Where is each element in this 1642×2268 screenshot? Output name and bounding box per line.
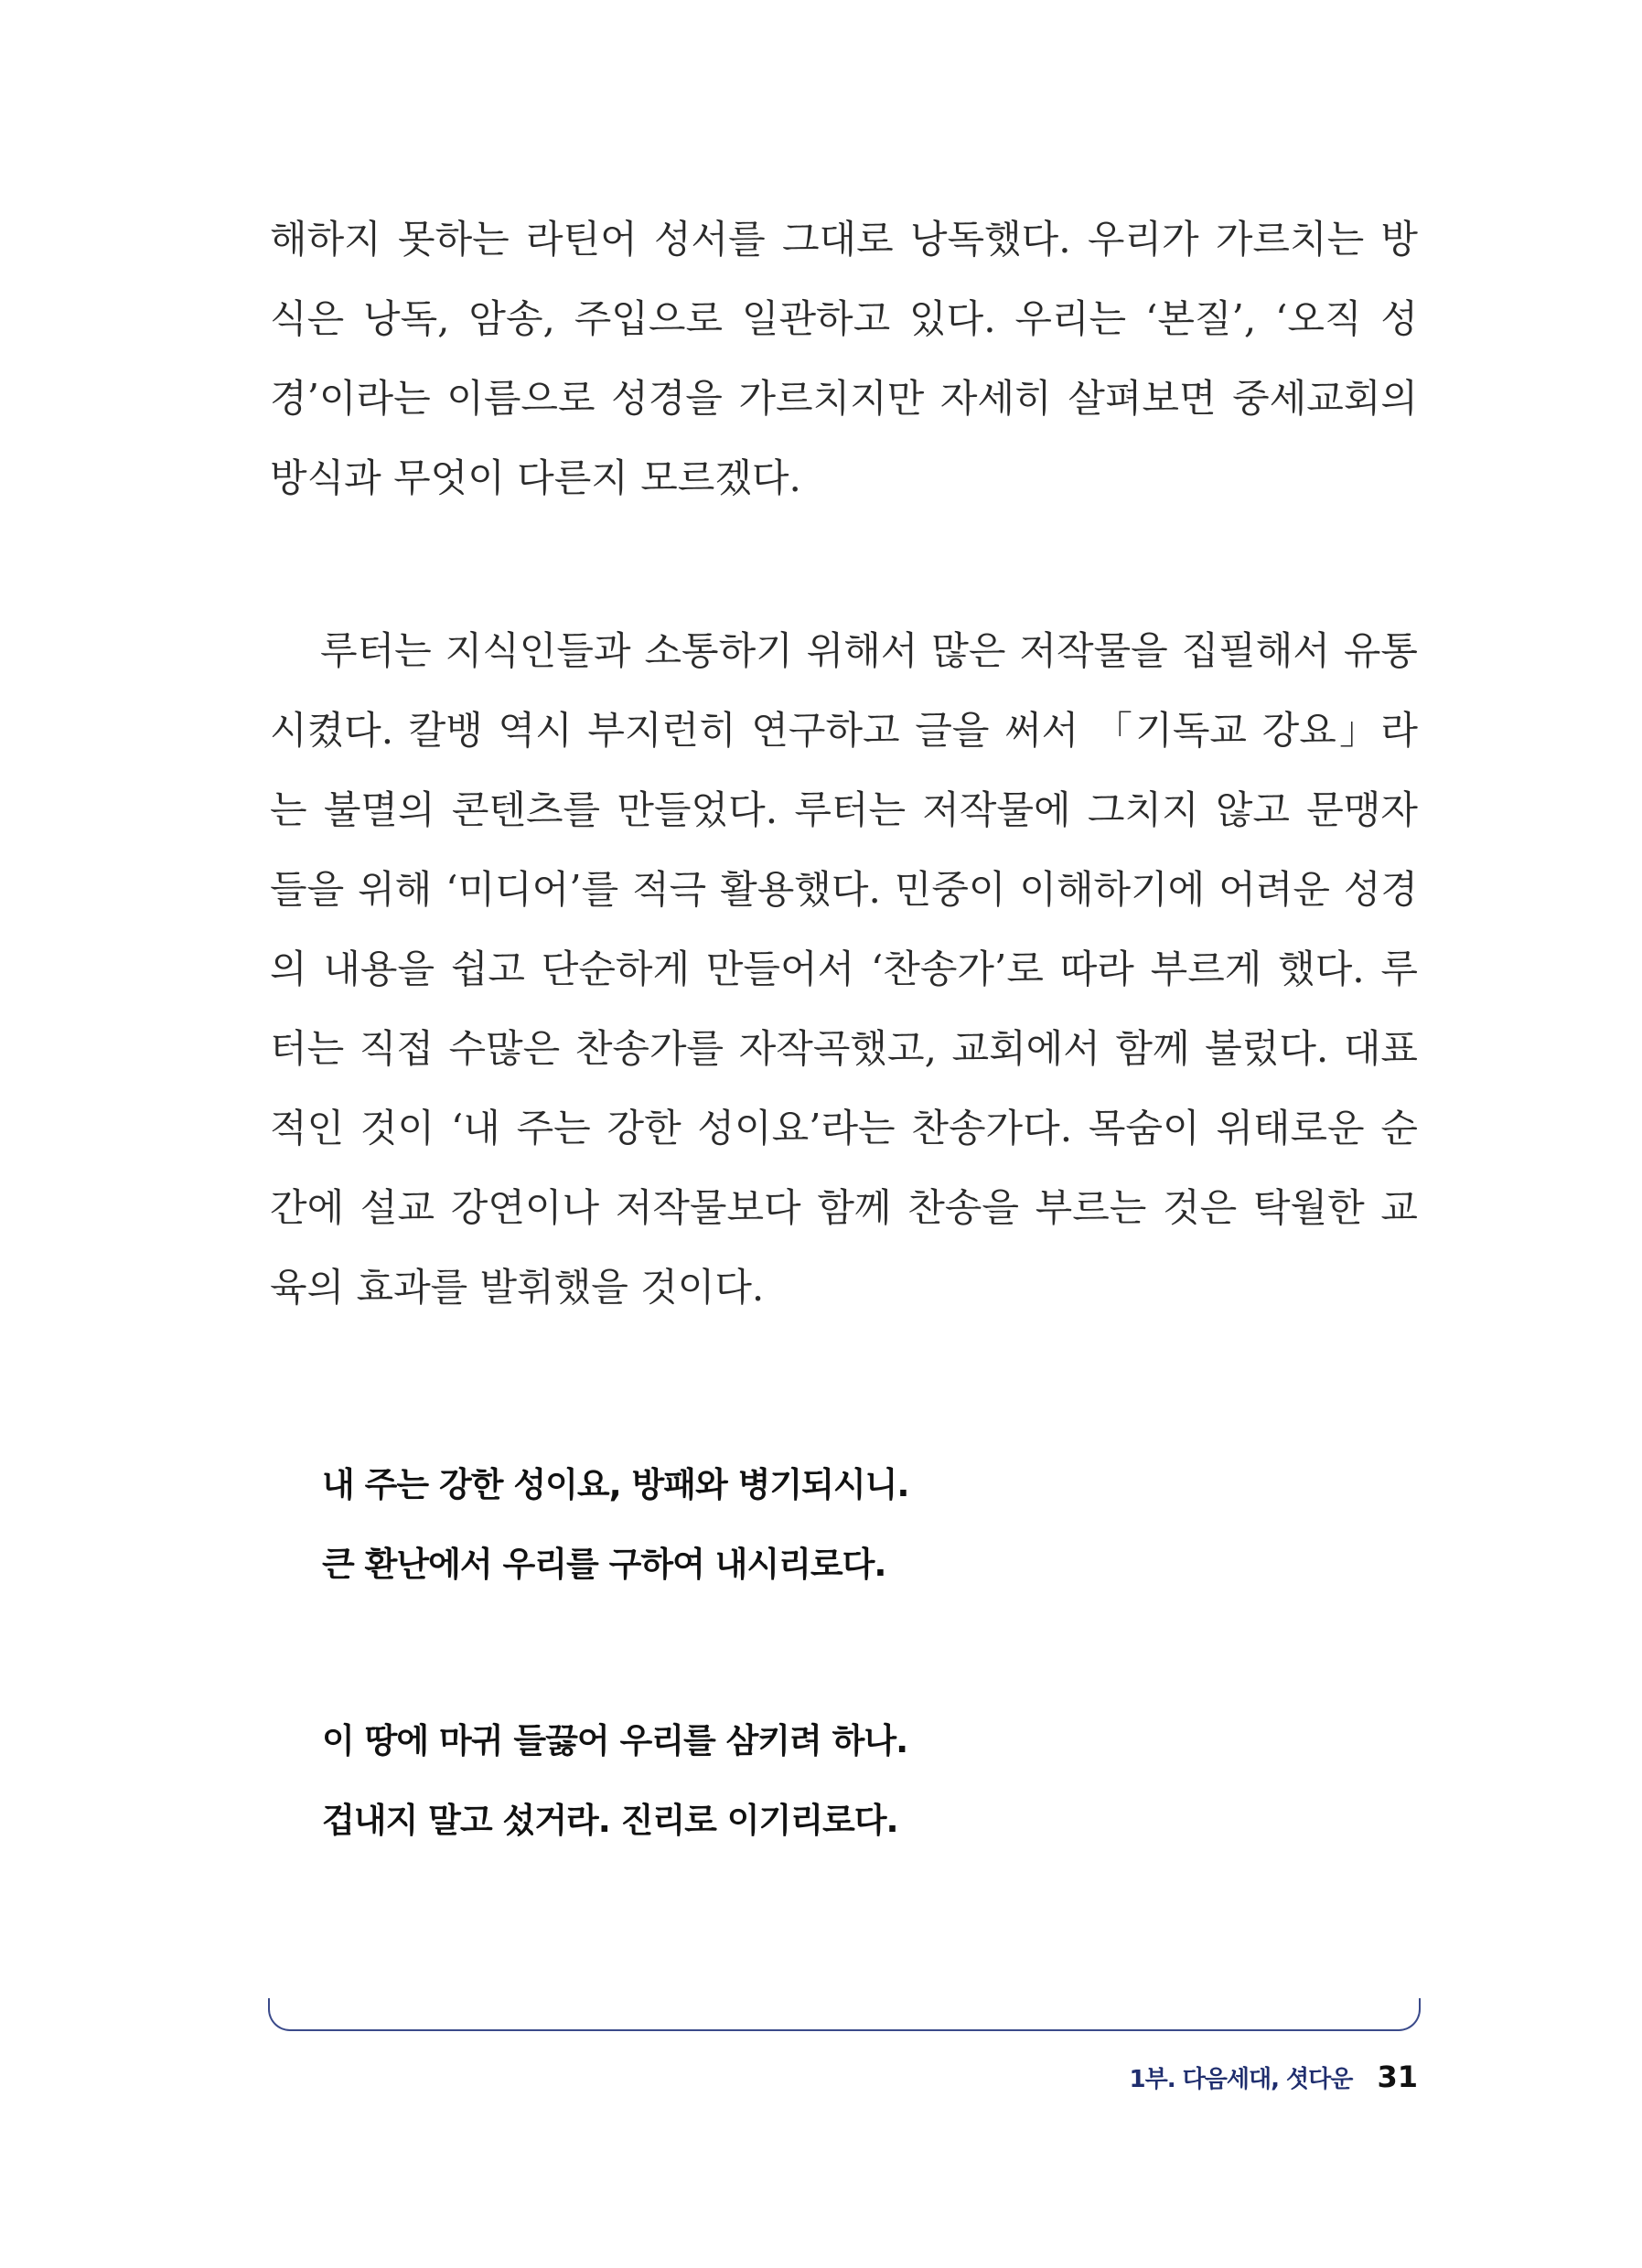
footer-section-title: 1부. 다음세대, 셧다운 (1129, 2066, 1353, 2093)
page-frame-divider (268, 1998, 1421, 2031)
hymn-line: 겁내지 말고 섰거라. 진리로 이기리로다. (322, 1801, 898, 1840)
hymn-line: 내 주는 강한 성이요, 방패와 병기되시니. (322, 1465, 909, 1504)
hymn-stanza-2 (322, 1701, 1374, 1860)
hymn-line: 큰 환난에서 우리를 구하여 내시리로다. (322, 1545, 886, 1584)
page-footer (1129, 2059, 1418, 2094)
hymn-line: 이 땅에 마귀 들끓어 우리를 삼키려 하나. (322, 1721, 908, 1760)
hymn-stanza-1 (322, 1445, 1374, 1604)
paragraph-1: 해하지 못하는 라틴어 성서를 그대로 낭독했다. 우리가 가르치는 방식은 낭독, 암송, 주입으로 일관하고 있다. 우리는 ‘본질’, ‘오직 성경’이라는 이름으로 성경을 가르치지만 자세히 살펴보면 중세교회의 방식과 무엇이 다른지 모르겠다. (270, 217, 1418, 500)
paragraph-2: 루터는 지식인들과 소통하기 위해서 많은 저작물을 집필해서 유통시켰다. 칼뱅 역시 부지런히 연구하고 글을 써서 「기독교 강요」라는 불멸의 콘텐츠를 만들었다. 루터는 저작물에 그치지 않고 문맹자들을 위해 ‘미디어’를 적극 활용했다. 민중이 이해하기에 어려운 성경의 내용을 쉽고 단순하게 만들어서 ‘찬송가’로 따라 부르게 했다. 루터는 직접 수많은 찬송가를 자작곡했고, 교회에서 함께 불렀다. 대표적인 것이 ‘내 주는 강한 성이요’라는 찬송가다. 목숨이 위태로운 순간에 설교 강연이나 저작물보다 함께 찬송을 부르는 것은 탁월한 교육의 효과를 발휘했을 것이다. (270, 628, 1418, 1310)
page-number: 31 (1377, 2059, 1418, 2094)
